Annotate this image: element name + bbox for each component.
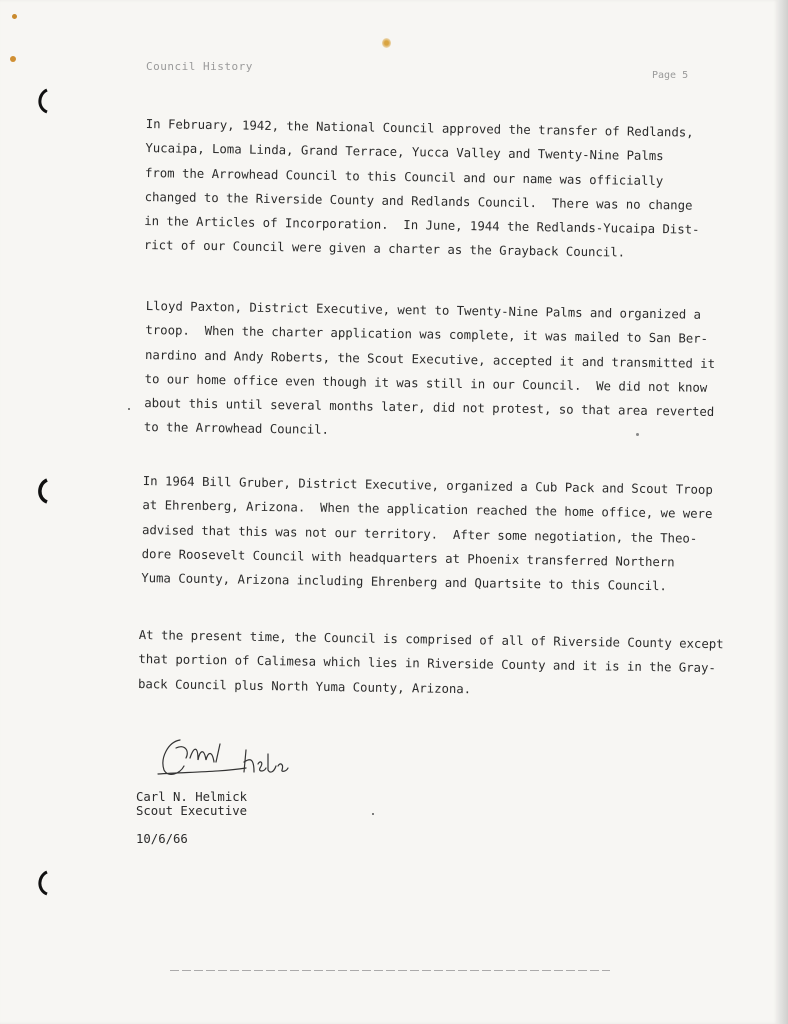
rust-stain: [382, 38, 391, 48]
binder-hole-mark: [34, 88, 50, 114]
text-line: Yucaipa, Loma Linda, Grand Terrace, Yucca Valley and Twenty-Nine Palms: [145, 141, 664, 164]
paragraph-3: [141, 469, 723, 600]
text-line: from the Arrowhead Council to this Council and our name was officially: [144, 165, 664, 188]
binder-hole-mark: [34, 870, 50, 896]
text-line: back Council plus North Yuma County, Arizona.: [137, 676, 472, 696]
text-line: advised that this was not our territory. After some negotiation, the Theo-: [141, 522, 698, 546]
running-header: Council History: [146, 60, 253, 73]
page-number: Page 5: [652, 70, 689, 81]
paragraph-4: [137, 623, 724, 705]
text-line: to the Arrowhead Council.: [143, 420, 330, 438]
speck: [128, 408, 130, 410]
text-line: In February, 1942, the National Council approved the transfer of Redlands,: [145, 116, 694, 140]
text-line: Lloyd Paxton, District Executive, went to Twenty-Nine Palms and organized a: [145, 298, 702, 322]
text-line: about this until several months later, did not protest, so that area reverted: [144, 396, 715, 420]
document-date: 10/6/66: [136, 832, 188, 846]
signer-title: Scout Executive: [136, 804, 248, 818]
paragraph-1: [144, 112, 726, 267]
page-edge-shadow: [778, 0, 788, 1024]
text-line: In 1964 Bill Gruber, District Executive, organized a Cub Pack and Scout Troop: [142, 473, 713, 497]
text-line: dore Roosevelt Council with headquarters at Phoenix transferred Northern: [141, 546, 675, 570]
binder-hole-mark: [34, 478, 50, 504]
paragraph-2: [144, 294, 726, 449]
text-line: changed to the Riverside County and Redlands Council. There was no change: [144, 189, 693, 213]
text-line: Yuma County, Arizona including Ehrenberg and Quartsite to this Council.: [141, 571, 667, 594]
speck: [372, 813, 374, 815]
text-line: troop. When the charter application was complete, it was mailed to San Ber-: [145, 323, 709, 347]
text-line: to our home office even though it was still in our Council. We did not know: [144, 371, 708, 395]
speck: [636, 433, 639, 436]
bottom-rule: [170, 970, 610, 971]
text-line: At the present time, the Council is comprised of all of Riverside County except: [138, 627, 724, 652]
text-line: nardino and Andy Roberts, the Scout Executive, accepted it and transmitted it: [144, 347, 716, 371]
text-line: at Ehrenberg, Arizona. When the application reached the home office, we were: [142, 498, 713, 522]
text-line: in the Articles of Incorporation. In June, 1944 the Redlands-Yucaipa Dist-: [144, 214, 700, 237]
handwritten-signature: [150, 728, 300, 788]
signer-name: Carl N. Helmick: [136, 790, 248, 804]
rust-stain: [10, 56, 16, 62]
rust-stain: [12, 14, 17, 19]
text-line: that portion of Calimesa which lies in Riverside County and it is in the Gray-: [138, 652, 716, 676]
signature-block: [136, 790, 247, 818]
text-line: rict of our Council were given a charter as the Grayback Council.: [143, 238, 626, 261]
